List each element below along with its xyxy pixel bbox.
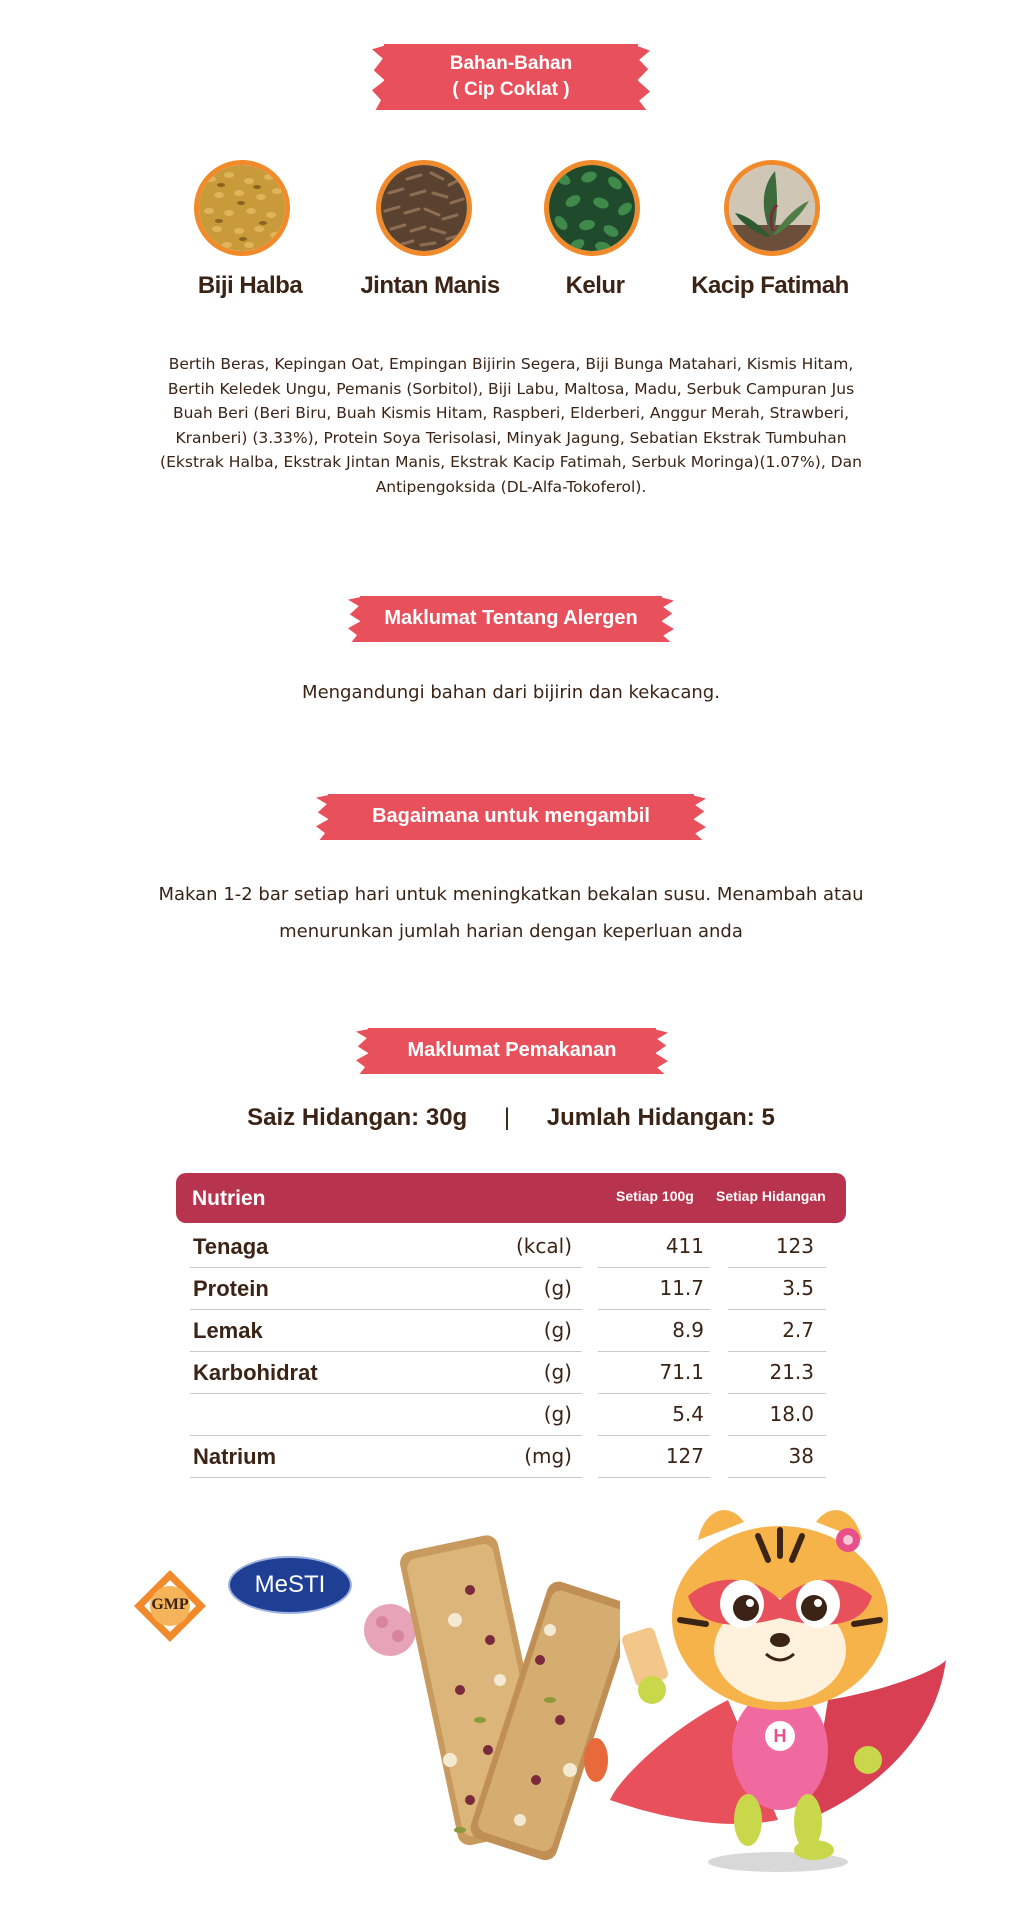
gmp-logo-text: GMP (151, 1596, 189, 1613)
gmp-logo (132, 1568, 208, 1644)
table-row (0, 1268, 1022, 1310)
row-divider (598, 1477, 710, 1478)
nutrient-name: Natrium (193, 1444, 277, 1469)
usage-line: menurunkan jumlah harian dengan keperluan anda (279, 921, 743, 942)
allergen-banner-title: Maklumat Tentang Alergen (384, 607, 638, 629)
ingredient-name-jintan-manis: Jintan Manis (360, 272, 500, 299)
nutrient-name: Karbohidrat (193, 1360, 318, 1385)
ingredients-line: Bertih Keledek Ungu, Pemanis (Sorbitol), Biji Labu, Maltosa, Madu, Serbuk Campuran Jus (167, 379, 855, 398)
nutrient-unit: (mg) (524, 1444, 572, 1468)
header-per-100g: Setiap 100g (616, 1188, 694, 1204)
ingredients-line: (Ekstrak Halba, Ekstrak Jintan Manis, Ekstrak Kacip Fatimah, Serbuk Moringa)(1.07%), Dan (160, 453, 862, 471)
usage-line: Makan 1-2 bar setiap hari untuk meningkatkan bekalan susu. Menambah atau (158, 884, 864, 905)
nutrient-unit: (g) (543, 1318, 572, 1342)
nutrient-name: Lemak (193, 1318, 263, 1343)
nutrient-name: Protein (193, 1276, 269, 1301)
ingredients-line: Buah Beri (Beri Biru, Buah Kismis Hitam, Raspberi, Elderberi, Anggur Merah, Strawberi, (172, 404, 850, 422)
cumin-seeds-image (376, 160, 472, 256)
nutrient-unit: (g) (543, 1360, 572, 1384)
value-per-100g: 71.1 (659, 1360, 704, 1384)
granola-bars-image (360, 1520, 620, 1880)
nutrient-unit: (g) (543, 1402, 572, 1426)
nutrient-name: Tenaga (193, 1234, 269, 1259)
ingredients-line: Antipengoksida (DL-Alfa-Tokoferol). (375, 477, 647, 496)
table-row (0, 1226, 1022, 1268)
ingredients-line: Bertih Beras, Kepingan Oat, Empingan Bijirin Segera, Biji Bunga Matahari, Kismis Hitam, (168, 355, 854, 373)
header-nutrient: Nutrien (192, 1187, 266, 1210)
ingredients-line: Kranberi) (3.33%), Protein Soya Terisolasi, Minyak Jagung, Sebatian Ekstrak Tumbuhan (175, 428, 847, 447)
allergen-banner (360, 596, 662, 642)
ingredients-banner (384, 44, 638, 110)
ingredients-banner-title: Bahan-Bahan (449, 53, 573, 74)
value-per-serving: 18.0 (769, 1402, 814, 1426)
kacip-fatimah-plant-image (724, 160, 820, 256)
value-per-100g: 5.4 (672, 1402, 704, 1426)
value-per-serving: 123 (775, 1234, 814, 1258)
row-divider (728, 1477, 826, 1478)
tiger-mascot-image (608, 1500, 948, 1880)
fenugreek-seeds-image (194, 160, 290, 256)
value-per-serving: 38 (788, 1444, 814, 1468)
mascot-emblem-letter: H (773, 1726, 787, 1746)
value-per-serving: 21.3 (769, 1360, 814, 1384)
row-divider (190, 1477, 582, 1478)
usage-text (0, 876, 1022, 950)
value-per-serving: 2.7 (782, 1318, 814, 1342)
value-per-100g: 11.7 (659, 1276, 704, 1300)
value-per-100g: 8.9 (672, 1318, 704, 1342)
nutrient-unit: (g) (543, 1276, 572, 1300)
header-per-serving: Setiap Hidangan (716, 1188, 826, 1204)
table-row (0, 1436, 1022, 1478)
nutrition-banner-title: Maklumat Pemakanan (407, 1039, 617, 1061)
serving-size: Saiz Hidangan: 30g (247, 1104, 468, 1131)
value-per-100g: 127 (665, 1444, 704, 1468)
ingredients-list-text (150, 352, 872, 499)
ingredient-name-biji-halba: Biji Halba (197, 272, 303, 299)
allergen-text: Mengandungi bahan dari bijirin dan kekacang. (302, 682, 720, 703)
nutrition-table-header (176, 1173, 846, 1223)
mesti-logo-text: MeSTI (254, 1571, 326, 1598)
servings-total: Jumlah Hidangan: 5 (546, 1104, 775, 1131)
nutrition-banner (368, 1028, 656, 1074)
serving-separator: | (503, 1104, 511, 1131)
ingredients-banner-subtitle: ( Cip Coklat ) (452, 79, 570, 100)
moringa-leaves-image (544, 160, 640, 256)
ingredient-name-kelur: Kelur (565, 272, 625, 299)
nutrient-unit: (kcal) (516, 1234, 572, 1258)
ingredient-name-kacip-fatimah: Kacip Fatimah (691, 272, 849, 299)
value-per-100g: 411 (665, 1234, 704, 1258)
table-row (0, 1394, 1022, 1436)
table-row (0, 1352, 1022, 1394)
usage-banner-title: Bagaimana untuk mengambil (372, 805, 650, 827)
table-row (0, 1310, 1022, 1352)
serving-info (0, 1104, 1022, 1132)
value-per-serving: 3.5 (782, 1276, 814, 1300)
mesti-logo (228, 1556, 352, 1614)
usage-banner (328, 794, 694, 840)
